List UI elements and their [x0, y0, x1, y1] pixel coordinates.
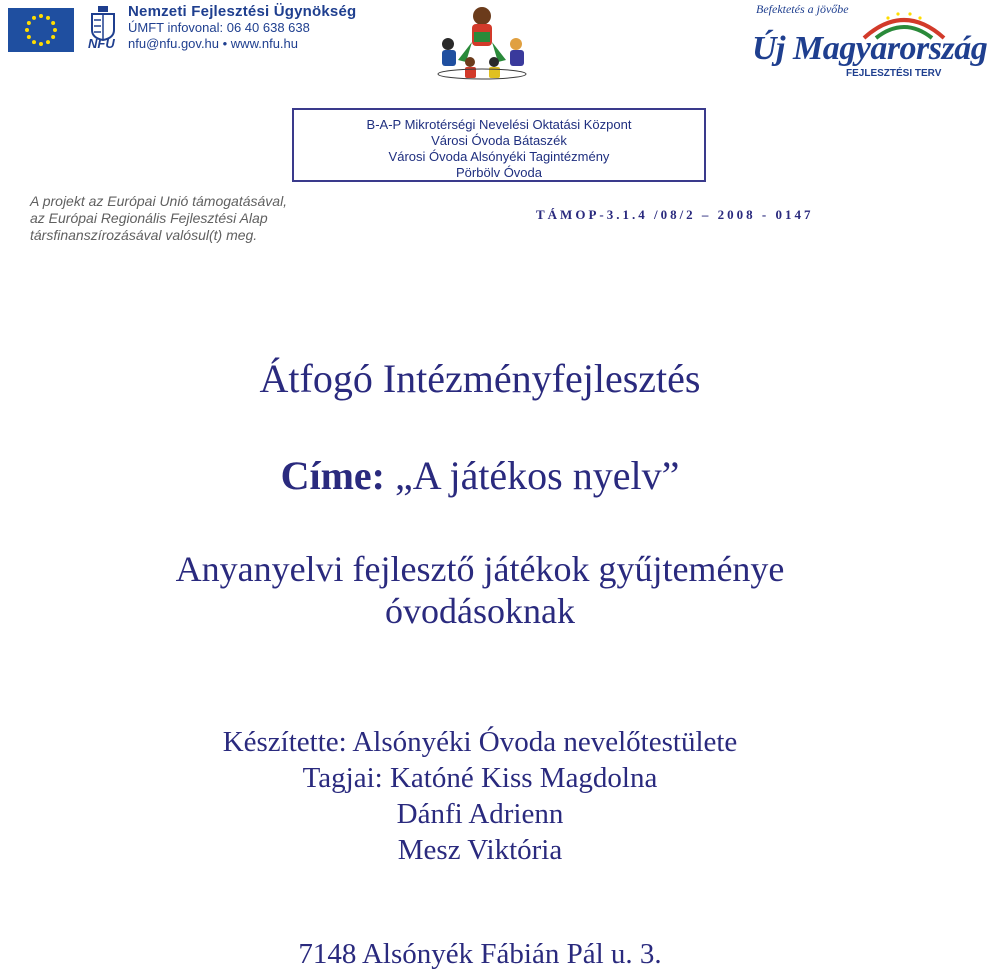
collection-line: Anyanyelvi fejlesztő játékok gyűjteménye: [175, 549, 785, 589]
institution-box: [292, 108, 706, 182]
ujm-tag: FEJLESZTÉSI TERV: [846, 68, 942, 79]
subtitle-label: Címe:: [280, 453, 386, 498]
institution-line: Városi Óvoda Bátaszék: [431, 133, 567, 148]
credits-line: Tagjai: Katóné Kiss Magdolna: [302, 762, 658, 794]
credits-line: Mesz Viktória: [397, 834, 563, 866]
main-title: Átfogó Intézményfejlesztés: [259, 356, 701, 401]
eu-star: [51, 35, 55, 39]
document-subtitle: [0, 452, 960, 499]
eu-star: [25, 28, 29, 32]
nfu-mark: NFU: [88, 36, 115, 51]
eu-flag-logo: [8, 8, 74, 52]
project-code: TÁMOP-3.1.4 /08/2 – 2008 - 0147: [536, 207, 814, 222]
eu-star: [32, 40, 36, 44]
eu-star: [46, 40, 50, 44]
eu-funding-note: [30, 193, 287, 244]
eu-star: [32, 16, 36, 20]
collection-line: óvodásoknak: [385, 591, 575, 631]
credits-block: [0, 724, 960, 868]
eu-stars-icon: [8, 8, 74, 52]
eu-star: [39, 42, 43, 46]
eu-star: [27, 21, 31, 25]
eu-star: [46, 16, 50, 20]
address: 7148 Alsónyék Fábián Pál u. 3.: [298, 938, 662, 970]
subtitle-value: „A játékos nyelv”: [385, 453, 680, 498]
ujm-slogan: Befektetés a jövőbe: [756, 2, 849, 16]
nfu-phone: ÚMFT infovonal: 06 40 638 638: [128, 20, 310, 35]
eu-star: [51, 21, 55, 25]
reading-children-illustration: [432, 2, 532, 80]
eu-note-line: társfinanszírozásával valósul(t) meg.: [30, 227, 258, 243]
eu-star: [53, 28, 57, 32]
nfu-name: Nemzeti Fejlesztési Ügynökség: [128, 3, 357, 20]
eu-note-line: A projekt az Európai Unió támogatásával,: [30, 193, 288, 209]
collection-description: [0, 548, 960, 632]
credits-line: Készítette: Alsónyéki Óvoda nevelőtestülete: [222, 726, 738, 758]
uj-magyarorszag-logo: [750, 2, 987, 88]
eu-note-line: az Európai Regionális Fejlesztési Alap: [30, 210, 268, 226]
institution-line: B-A-P Mikrotérségi Nevelési Oktatási Központ: [366, 117, 632, 132]
eu-star: [27, 35, 31, 39]
institution-line: Városi Óvoda Alsónyéki Tagintézmény: [388, 149, 610, 164]
nfu-logo-text: [128, 4, 356, 52]
ujm-brand: Új Magyarország: [752, 30, 987, 67]
nfu-contact: nfu@nfu.gov.hu • www.nfu.hu: [128, 36, 298, 51]
eu-star: [39, 14, 43, 18]
credits-line: Dánfi Adrienn: [396, 798, 564, 830]
institution-line: Pörbölv Óvoda: [456, 165, 542, 180]
